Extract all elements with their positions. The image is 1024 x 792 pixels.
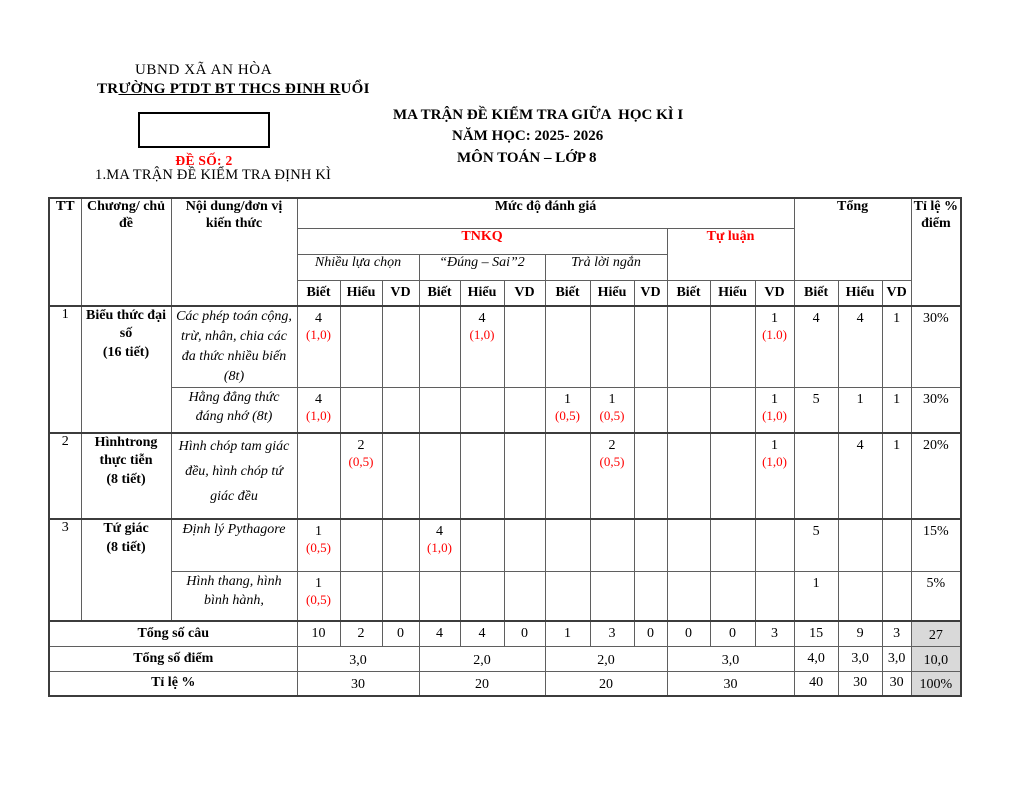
matrix-cell: 30% bbox=[911, 387, 961, 433]
matrix-cell bbox=[382, 387, 419, 433]
matrix-cell: 1 bbox=[882, 433, 911, 519]
matrix-cell: 30 bbox=[838, 671, 882, 696]
matrix-cell: 3,0 bbox=[882, 646, 911, 671]
matrix-cell: 27 bbox=[911, 621, 961, 646]
summary-label: Tổng số câu bbox=[49, 621, 297, 646]
matrix-cell: 30 bbox=[882, 671, 911, 696]
matrix-cell: 1 (1.0) bbox=[755, 306, 794, 387]
col-header-multiple-choice: Nhiều lựa chọn bbox=[297, 254, 419, 280]
matrix-cell bbox=[504, 519, 545, 571]
col-header-short-answer: Trả lời ngắn bbox=[545, 254, 667, 280]
matrix-cell: 1 bbox=[794, 571, 838, 621]
matrix-cell: Hiểu bbox=[710, 280, 755, 306]
matrix-cell bbox=[667, 519, 710, 571]
chapter-cell bbox=[81, 306, 171, 433]
matrix-cell bbox=[667, 433, 710, 519]
chapter-name: Tứ giác bbox=[103, 521, 149, 536]
chapter-cell bbox=[81, 433, 171, 519]
matrix-cell bbox=[504, 387, 545, 433]
matrix-cell: Biết bbox=[667, 280, 710, 306]
matrix-cell: 40 bbox=[794, 671, 838, 696]
matrix-cell bbox=[340, 519, 382, 571]
table-row bbox=[49, 387, 961, 433]
matrix-cell: 4 bbox=[838, 306, 882, 387]
matrix-cell bbox=[382, 306, 419, 387]
matrix-cell bbox=[710, 571, 755, 621]
matrix-cell: 0 bbox=[710, 621, 755, 646]
matrix-cell bbox=[634, 571, 667, 621]
matrix-cell: 3 bbox=[882, 621, 911, 646]
matrix-cell: 100% bbox=[911, 671, 961, 696]
summary-label: Tỉ lệ % bbox=[49, 671, 297, 696]
row-number: 3 bbox=[49, 519, 81, 621]
chapter-periods: (8 tiết) bbox=[106, 540, 146, 556]
matrix-cell: 15% bbox=[911, 519, 961, 571]
matrix-cell: 4,0 bbox=[794, 646, 838, 671]
matrix-cell: 5 bbox=[794, 387, 838, 433]
matrix-cell bbox=[838, 519, 882, 571]
matrix-cell bbox=[710, 387, 755, 433]
matrix-cell: 4 bbox=[460, 621, 504, 646]
matrix-cell: 1 bbox=[882, 306, 911, 387]
matrix-cell: 2 (0,5) bbox=[590, 433, 634, 519]
matrix-cell: 30 bbox=[297, 671, 419, 696]
table-row bbox=[49, 571, 961, 621]
matrix-cell bbox=[755, 519, 794, 571]
matrix-cell: 3,0 bbox=[297, 646, 419, 671]
matrix-cell bbox=[504, 306, 545, 387]
table-header-row bbox=[49, 198, 961, 228]
matrix-cell bbox=[590, 571, 634, 621]
content-cell: Hình chóp tam giác đều, hình chóp tứ giác đều bbox=[171, 433, 297, 519]
matrix-cell: VD bbox=[634, 280, 667, 306]
matrix-cell: 1 (0,5) bbox=[590, 387, 634, 433]
matrix-cell: 1 bbox=[838, 387, 882, 433]
matrix-cell: 5% bbox=[911, 571, 961, 621]
matrix-cell: 5 bbox=[794, 519, 838, 571]
col-header-chapter: Chương/ chủ đề bbox=[81, 198, 171, 306]
matrix-cell: VD bbox=[382, 280, 419, 306]
col-header-percent: Tỉ lệ % điểm bbox=[911, 198, 961, 306]
matrix-cell bbox=[634, 306, 667, 387]
col-header-tnkq: TNKQ bbox=[297, 228, 667, 254]
table-row bbox=[49, 519, 961, 571]
matrix-cell: 2 (0,5) bbox=[340, 433, 382, 519]
matrix-cell bbox=[460, 387, 504, 433]
matrix-cell bbox=[419, 387, 460, 433]
exam-number-box bbox=[138, 112, 270, 168]
matrix-cell bbox=[755, 571, 794, 621]
school-name-suffix: UỔI bbox=[340, 81, 370, 97]
matrix-cell bbox=[340, 387, 382, 433]
matrix-cell: 3 bbox=[590, 621, 634, 646]
matrix-cell bbox=[504, 571, 545, 621]
matrix-cell: 4 (1,0) bbox=[297, 306, 340, 387]
matrix-cell: VD bbox=[755, 280, 794, 306]
matrix-cell: 2,0 bbox=[545, 646, 667, 671]
matrix-cell bbox=[710, 519, 755, 571]
content-cell: Hằng đẳng thức đáng nhớ (8t) bbox=[171, 387, 297, 433]
matrix-cell bbox=[460, 571, 504, 621]
matrix-cell bbox=[419, 433, 460, 519]
matrix-cell bbox=[667, 306, 710, 387]
matrix-cell: Biết bbox=[297, 280, 340, 306]
chapter-cell bbox=[81, 519, 171, 621]
matrix-cell bbox=[545, 571, 590, 621]
matrix-cell bbox=[382, 571, 419, 621]
school-name-underlined: ƯỜNG PTDT BT THCS ĐINH R bbox=[118, 81, 341, 97]
matrix-cell: 10,0 bbox=[911, 646, 961, 671]
matrix-cell bbox=[794, 433, 838, 519]
matrix-cell bbox=[667, 387, 710, 433]
matrix-cell bbox=[590, 519, 634, 571]
matrix-cell bbox=[882, 571, 911, 621]
matrix-cell: 1 (0,5) bbox=[297, 519, 340, 571]
matrix-cell: 0 bbox=[667, 621, 710, 646]
col-header-tt: TT bbox=[49, 198, 81, 306]
matrix-cell bbox=[460, 433, 504, 519]
matrix-cell bbox=[634, 433, 667, 519]
matrix-cell: 0 bbox=[634, 621, 667, 646]
matrix-cell bbox=[382, 433, 419, 519]
matrix-cell: 15 bbox=[794, 621, 838, 646]
matrix-cell bbox=[340, 571, 382, 621]
matrix-cell: 10 bbox=[297, 621, 340, 646]
matrix-cell: 3 bbox=[755, 621, 794, 646]
matrix-cell: 1 bbox=[882, 387, 911, 433]
matrix-cell: Hiểu bbox=[838, 280, 882, 306]
matrix-cell bbox=[634, 519, 667, 571]
summary-row-percentage bbox=[49, 671, 961, 696]
matrix-cell: 30 bbox=[667, 671, 794, 696]
matrix-cell: 9 bbox=[838, 621, 882, 646]
matrix-cell: 1 (0,5) bbox=[545, 387, 590, 433]
matrix-cell bbox=[882, 519, 911, 571]
col-header-essay: Tự luận bbox=[667, 228, 794, 280]
matrix-cell: 20 bbox=[419, 671, 545, 696]
matrix-cell bbox=[710, 306, 755, 387]
chapter-periods: (8 tiết) bbox=[106, 472, 146, 488]
matrix-cell bbox=[667, 571, 710, 621]
matrix-cell bbox=[297, 433, 340, 519]
matrix-cell: 2,0 bbox=[419, 646, 545, 671]
school-year: NĂM HỌC: 2025- 2026 bbox=[452, 128, 604, 144]
org-name: UBND XÃ AN HÒA bbox=[135, 62, 273, 78]
matrix-cell bbox=[634, 387, 667, 433]
exam-number-label: ĐỀ SỐ: 2 bbox=[175, 153, 233, 168]
table-row bbox=[49, 306, 961, 387]
matrix-cell: VD bbox=[504, 280, 545, 306]
matrix-cell: 4 bbox=[838, 433, 882, 519]
matrix-cell: Hiểu bbox=[340, 280, 382, 306]
col-header-content: Nội dung/đơn vị kiến thức bbox=[171, 198, 297, 306]
matrix-cell bbox=[545, 519, 590, 571]
matrix-cell bbox=[545, 433, 590, 519]
matrix-cell bbox=[545, 306, 590, 387]
matrix-cell: 0 bbox=[504, 621, 545, 646]
matrix-cell bbox=[590, 306, 634, 387]
col-header-true-false: “Đúng – Sai”2 bbox=[419, 254, 545, 280]
chapter-periods: (16 tiết) bbox=[102, 345, 150, 361]
matrix-cell: 4 bbox=[419, 621, 460, 646]
content-cell: Định lý Pythagore bbox=[171, 519, 297, 571]
school-name bbox=[97, 81, 370, 98]
matrix-cell: Biết bbox=[545, 280, 590, 306]
matrix-cell: Biết bbox=[794, 280, 838, 306]
chapter-name: Hìnhtrong thực tiễn bbox=[94, 435, 158, 469]
content-cell: Các phép toán cộng, trừ, nhân, chia các đa thức nhiều biến (8t) bbox=[171, 306, 297, 387]
row-number: 1 bbox=[49, 306, 81, 433]
matrix-cell: 1 (1,0) bbox=[755, 433, 794, 519]
matrix-cell: 1 (0,5) bbox=[297, 571, 340, 621]
row-number: 2 bbox=[49, 433, 81, 519]
section-heading: 1.MA TRẬN ĐỀ KIỂM TRA ĐỊNH KÌ bbox=[95, 167, 332, 183]
matrix-cell: 2 bbox=[340, 621, 382, 646]
matrix-cell: 20 bbox=[545, 671, 667, 696]
exam-title: MA TRẬN ĐỀ KIỂM TRA GIỮA HỌC KÌ I bbox=[393, 107, 684, 123]
summary-row-total-questions bbox=[49, 621, 961, 646]
content-cell: Hình thang, hình bình hành, bbox=[171, 571, 297, 621]
matrix-cell bbox=[460, 519, 504, 571]
col-header-assessment-level: Mức độ đánh giá bbox=[297, 198, 794, 228]
subject-grade: MÔN TOÁN – LỚP 8 bbox=[457, 150, 597, 166]
matrix-cell bbox=[340, 306, 382, 387]
matrix-cell: 3,0 bbox=[838, 646, 882, 671]
matrix-cell bbox=[838, 571, 882, 621]
matrix-cell bbox=[710, 433, 755, 519]
matrix-cell: 30% bbox=[911, 306, 961, 387]
summary-label: Tổng số điểm bbox=[49, 646, 297, 671]
col-header-total: Tổng bbox=[794, 198, 911, 280]
matrix-cell: 4 (1,0) bbox=[419, 519, 460, 571]
summary-row-total-points bbox=[49, 646, 961, 671]
matrix-cell bbox=[504, 433, 545, 519]
school-name-prefix: TR bbox=[97, 81, 119, 97]
matrix-cell: Biết bbox=[419, 280, 460, 306]
matrix-cell: 1 bbox=[545, 621, 590, 646]
matrix-cell: Hiểu bbox=[590, 280, 634, 306]
chapter-name: Biểu thức đại số bbox=[86, 308, 166, 342]
matrix-cell: 4 (1,0) bbox=[460, 306, 504, 387]
matrix-table bbox=[48, 197, 962, 697]
matrix-cell: 0 bbox=[382, 621, 419, 646]
matrix-cell bbox=[419, 306, 460, 387]
matrix-cell: 4 bbox=[794, 306, 838, 387]
matrix-cell: Hiểu bbox=[460, 280, 504, 306]
matrix-cell: 3,0 bbox=[667, 646, 794, 671]
table-row bbox=[49, 433, 961, 519]
matrix-cell: 1 (1,0) bbox=[755, 387, 794, 433]
matrix-cell: 20% bbox=[911, 433, 961, 519]
matrix-cell bbox=[382, 519, 419, 571]
matrix-cell: VD bbox=[882, 280, 911, 306]
matrix-cell bbox=[419, 571, 460, 621]
matrix-cell: 4 (1,0) bbox=[297, 387, 340, 433]
